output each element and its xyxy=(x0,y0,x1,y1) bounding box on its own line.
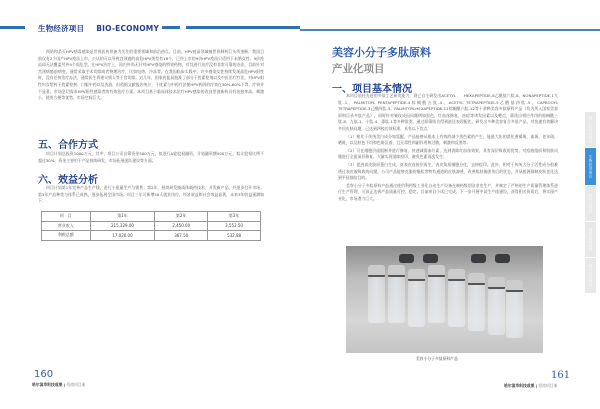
footer-subtitle: 招商项目册 xyxy=(538,383,558,388)
footer-left: 哈尔滨市科技成果 | 招商项目册 xyxy=(32,382,86,387)
table-cell: 营业收入 xyxy=(42,221,91,231)
header-cn: 生物经济项目 xyxy=(38,24,85,33)
vial xyxy=(488,285,505,335)
side-tab[interactable]: 现代农业项目 xyxy=(585,258,596,294)
page-number-right: 161 xyxy=(551,370,571,381)
vial xyxy=(388,273,405,323)
side-tab-active[interactable]: 生物经济项目 xyxy=(585,148,596,186)
page-number-left: 160 xyxy=(34,369,54,380)
paragraph: （3）促进真皮胶原蛋白生成，真表皮连接层再生，表皮角质细胞分化，去掉痘印。此外，相对于传统大分子活性成分很难透过表皮被吸收的问题，公司产品能够克服的脂肽等特有通道的皮肤渗透，改善肌肤被创伤后的状态，并从根源抑制皮肤老化达到平抚细纹目的。 xyxy=(338,161,558,181)
project-title: 美容小分子多肽原料 xyxy=(332,46,431,59)
table-cell: 215,329.00 xyxy=(90,221,155,231)
side-tab[interactable]: 新一代信息技术 xyxy=(585,112,596,148)
vial xyxy=(408,277,425,327)
vial xyxy=(428,273,445,323)
table-row xyxy=(42,221,261,231)
side-tab[interactable]: 高端装备项目 xyxy=(585,222,596,258)
vial xyxy=(506,288,523,338)
vial xyxy=(368,273,385,323)
table-cell: 2,450.00 xyxy=(155,221,208,231)
table-row xyxy=(42,231,261,241)
table-cell: 3,552.50 xyxy=(208,221,261,231)
table-header: 第2年 xyxy=(155,212,208,222)
footer-right: 哈尔滨市科技成果 | 招商项目册 xyxy=(504,383,558,388)
section-5-text: 项目计划总投资1000万元，其中，项目公司自筹资金500万元，拟进行A轮股权融资，计划融资额500万元，拟让股权比例不超过30%，资金主要用于产品持续研发、市场拓展团队建设等方面。 xyxy=(38,151,264,163)
side-tab[interactable]: 新材料项目 xyxy=(585,186,596,222)
paragraph: （2）可在细胞层面阻断并进行修复，快速减弱血红素，达到消除红血丝效果，具有深层吸收的优势，对痘痕组织和肌肤问题进行全面深层修复，大量实现消除痘印，避免色素再次发生； xyxy=(338,147,558,160)
header-rule xyxy=(186,26,300,29)
table-cell: 367.50 xyxy=(155,231,208,241)
section-1-title: 一、项目基本情况 xyxy=(332,84,412,95)
section-1-body xyxy=(338,93,558,203)
revenue-forecast-table xyxy=(41,211,261,241)
table-cell: 利税总额 xyxy=(42,231,91,241)
vial-cap xyxy=(495,254,510,263)
footer-brand: 哈尔滨市科技成果 xyxy=(504,383,535,388)
section-5-title: 五、合作方式 xyxy=(38,140,98,151)
table-header-row xyxy=(42,212,261,222)
footer-brand: 哈尔滨市科技成果 xyxy=(32,382,63,387)
paragraph: 本项目依托先进的多肽工艺研发能力，现已自主研发出ACETYL HEXAPEPTIDE-8乙酰基六肽-8、NONAPEPTIDE-1九肽-1、PALMITOYL PENTAPEPTIDE-4棕榈酰五肽-4、ACETYL TETRAPEPTIDE-5乙酰基四肽-5、CAPROOYL TETRAPEPTIDE-3己酰四肽-3、PALMITOYLHEXAPEPTIDE-12棕榈酰六肽-12等十余种美容多肽原料产品（均为列入国家美容原料目录多肽产品），同时针对皱纹成因问题例如黑色、红血丝修复、祛痘等诱发因素以及靶点，筛选出相应作用的棕榈酰三肽-8、九肽-1、十肽-4、寡肽-1等多种肽类，通过原筛结合得到最佳表现配比，研发出多种美容复合多肽产品，对快速有效解决多项皮肤问题，已达到四校功效标准，具有以下优点： xyxy=(338,93,558,131)
header-rule xyxy=(0,26,25,29)
table-header: 第3年 xyxy=(208,212,261,222)
table-header: 第1年 xyxy=(90,212,155,222)
section-6-title: 六、效益分析 xyxy=(38,175,98,186)
project-subtitle: 产业化项目 xyxy=(332,63,385,75)
vial-cap xyxy=(423,254,438,263)
paragraph: （1）相比于传统美白成分如氢醌，产品能够从根本上有效的减少黑色素的产生，能最大化的淡化黄褐斑、雀斑、老年斑、晒斑，以及肤色不均和色斑沉着，且无毒性和副作用和过敏，刺激和反黑等； xyxy=(338,133,558,146)
table-cell: 532.88 xyxy=(208,231,261,241)
vial xyxy=(448,277,465,327)
table-cell: 17,020.00 xyxy=(90,231,155,241)
table-header: 项 目 xyxy=(42,212,91,222)
header-rule xyxy=(162,26,180,29)
vial xyxy=(468,281,485,331)
top-rule xyxy=(300,29,600,31)
footer-subtitle: 招商项目册 xyxy=(66,382,86,387)
photo-caption: 美容小分子多肽原料产品 xyxy=(416,356,458,361)
vial-cap xyxy=(399,254,414,263)
paragraph: 美容小分子多肽原料产品通过使用利药级工业化自动生产设备在制药级别洁净室生产，并制定了严格的生产质量管理体系进行生产管理，可真正达到产品质量可控、稳定。目前项目小试已完成，下一步开展中试生产线建设，获得相关资质后，将实现产业化，市场潜力巨大。 xyxy=(338,182,558,201)
vial-cap xyxy=(471,254,486,263)
header-en: BIO-ECONOMY xyxy=(96,24,160,33)
section-6-text: 项目计划第1年完善产品生产线，进行小批量生产与销售；第2年，持续研发脂质体载药技术，开发新产品，并逐步打开市场；第3年产品种类与体系已成熟，逐步拓展全国市场。项目三年可新增50人就业岗位，经济效益和社会效益显著，未来3年收益预测如下： xyxy=(38,185,264,204)
product-vials-photo xyxy=(346,246,543,353)
intro-paragraph: 预防和杀灭HPV病毒感染是世界医药界备为关注的重要领域和前沿热点。目前，HPV疫苗领域被世界制药巨头所垄断，我国目前仅有2个国产HPV疫苗上市，公认的可以导致宫颈癌的高危HPV类型有18个，已经上市的9价HPV疫苗只适用于未婚女性，9价疫苗却无法覆盖另外9个高危型。在HPV治疗上，国内外尚无针对HPV感染的特效药物，对其进行治疗没有非常可靠的办法，目前针对宫颈病癌前病变，通常采取手术切除或者物理治疗，比如电烙、冷冻等。在我国临床实践中，许多感染女性持续发现高危HPV阳性时，没有任何治疗办法，通常医生将建议病人等于宫切除。近几年，国家药监局批准了部分干扰素栓剂以及中医治疗疗法，对HPV阳性妇女给药干扰素栓剂、口服中药以及洗液，但依据文献报告统计，干扰素与中药疗法使HPV转阴的疗效在30%-60%不等，疗效并不显著。市场急切需求HPV阳性感染者的有效治疗方案。本项目基于临床体技术治疗HPV感染的改良型创新药具有治愈率高、刺激小、使用方便等优势，市场空间巨大。 xyxy=(38,49,264,101)
section-header xyxy=(38,23,159,34)
